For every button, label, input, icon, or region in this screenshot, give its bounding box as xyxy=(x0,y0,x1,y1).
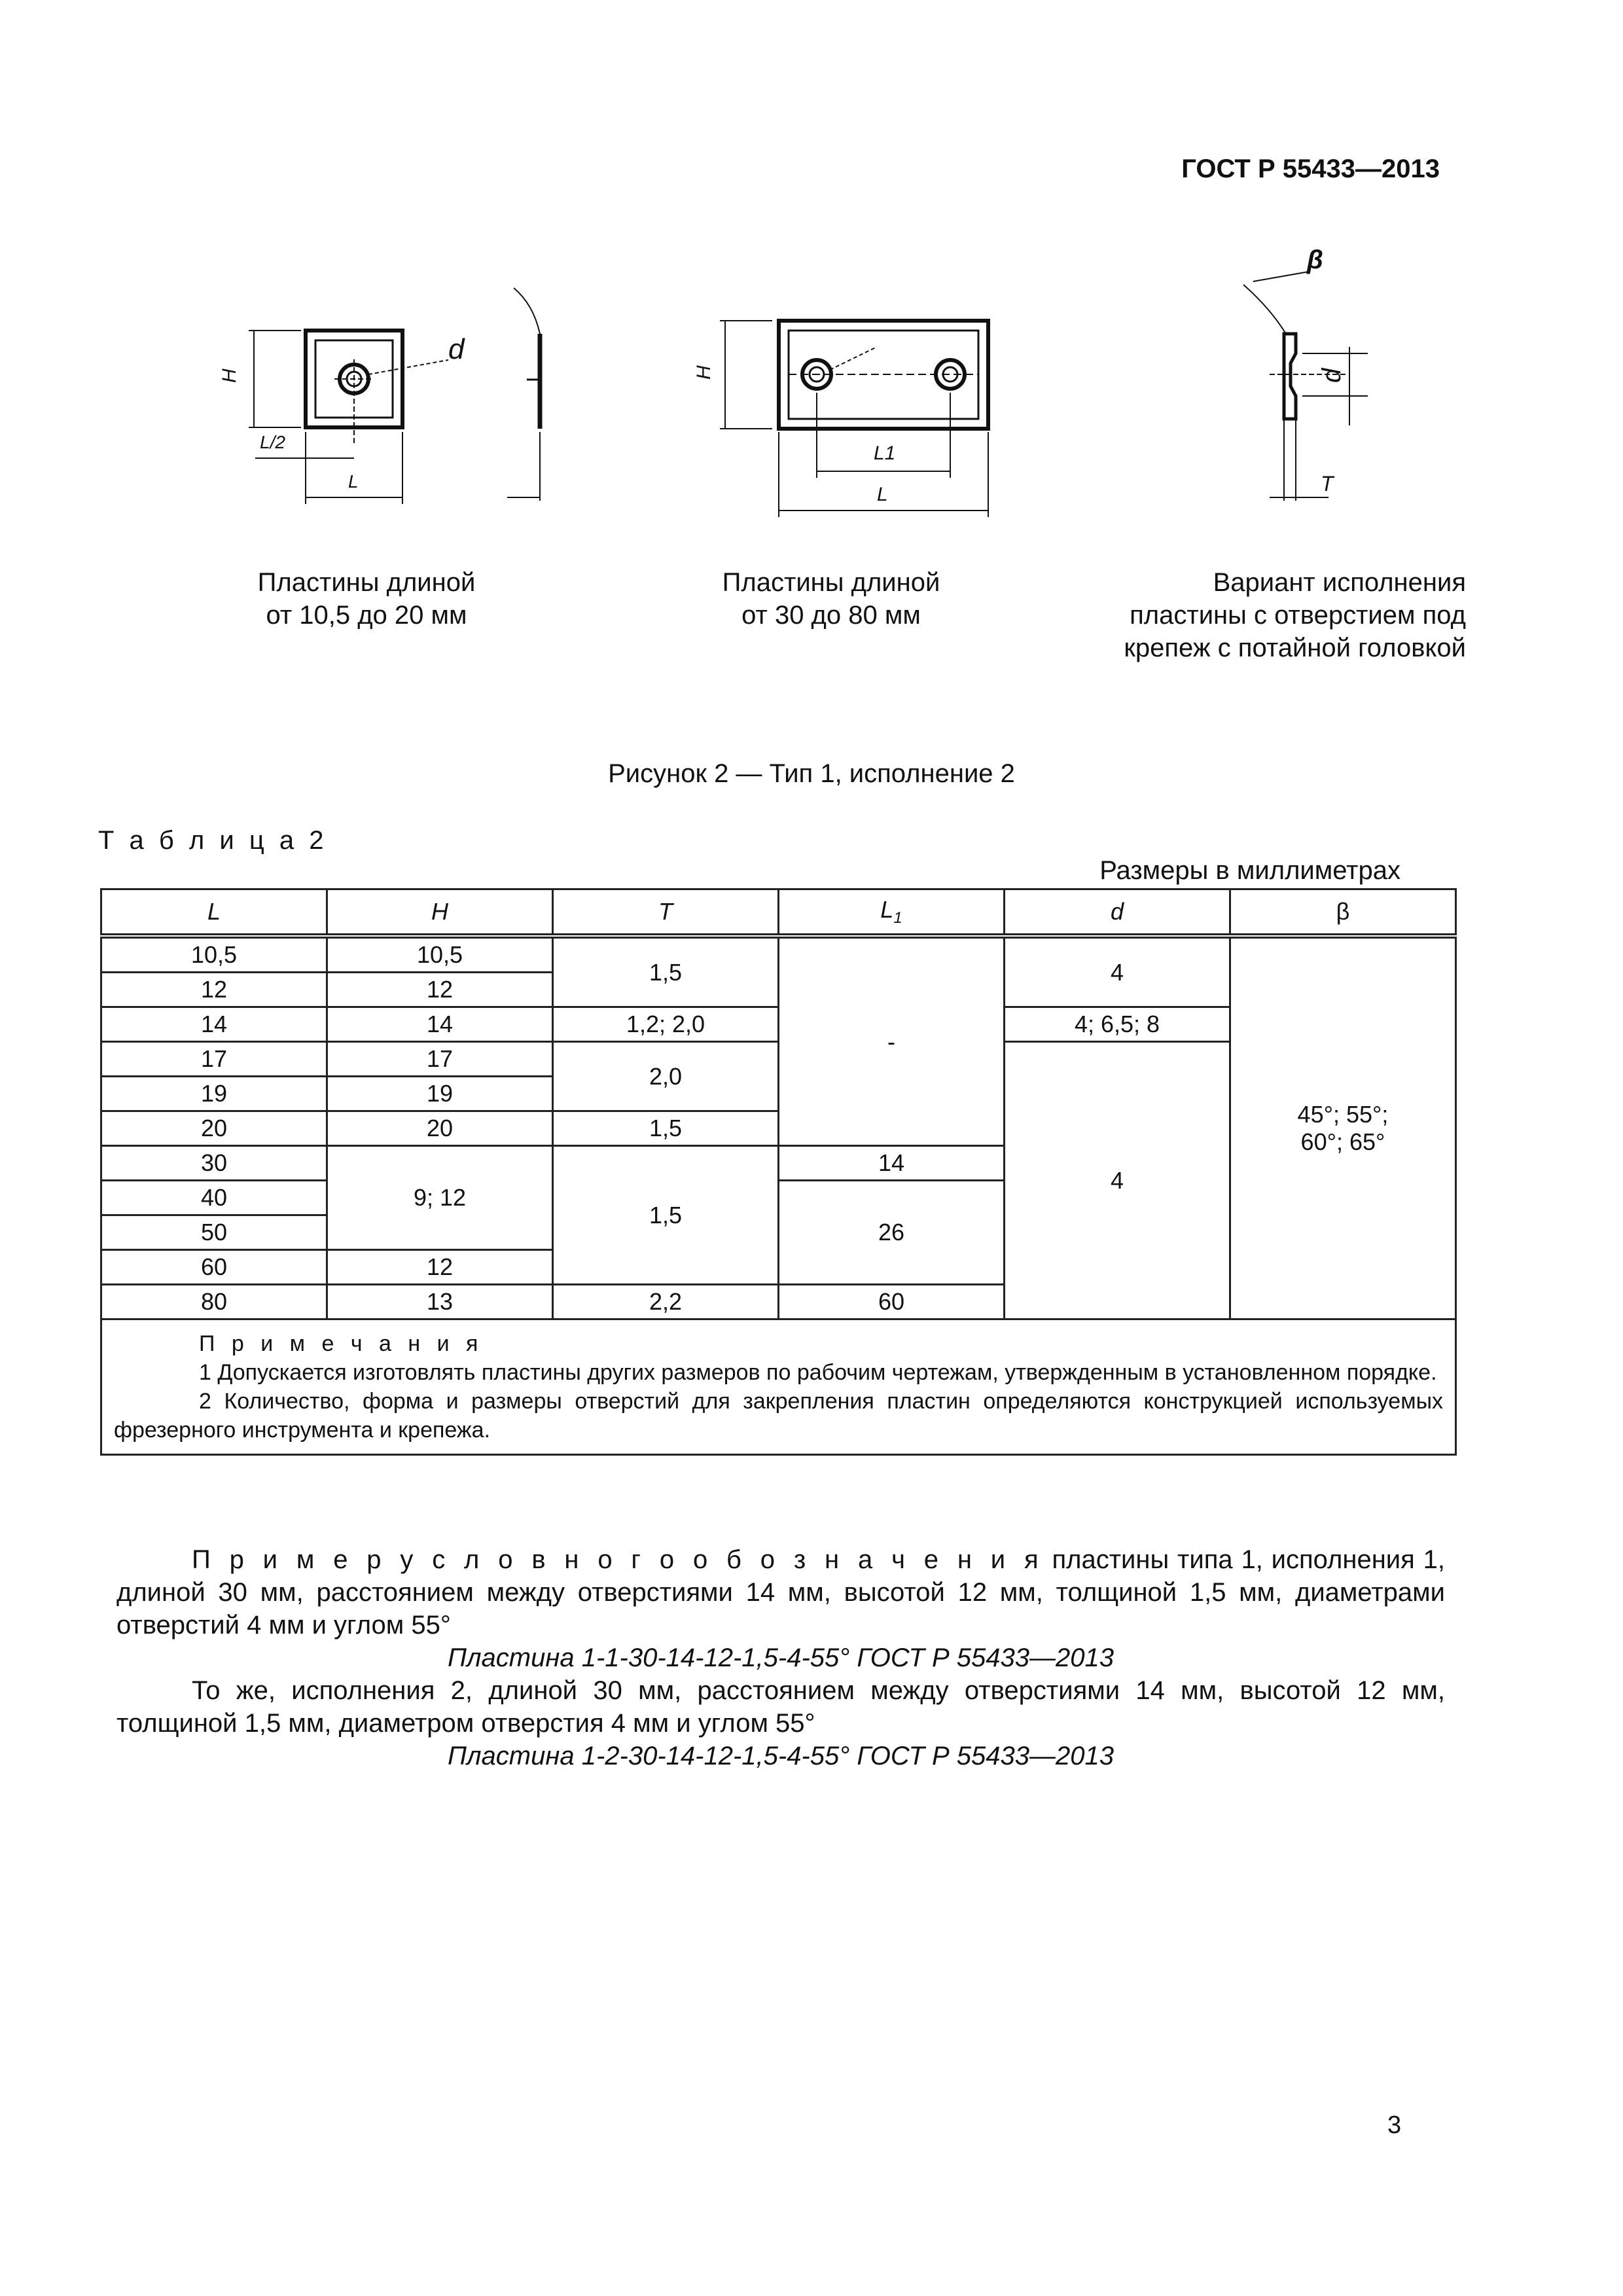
cell-d: 4; 6,5; 8 xyxy=(1005,1007,1230,1042)
cell-H: 19 xyxy=(327,1077,553,1111)
label-T: T xyxy=(1321,472,1334,495)
cell-T: 1,5 xyxy=(553,936,779,1007)
cell-L: 80 xyxy=(101,1285,327,1319)
cell-T: 1,2; 2,0 xyxy=(553,1007,779,1042)
figure-caption-small xyxy=(196,566,537,632)
caption-line: от 30 до 80 мм xyxy=(741,601,921,630)
figure-caption-variant xyxy=(1041,566,1466,664)
beta-line: 45°; 55°; xyxy=(1297,1101,1389,1128)
cell-L: 14 xyxy=(101,1007,327,1042)
example-intro-spaced: П р и м е р у с л о в н о г о о б о з н а ч е н и я xyxy=(192,1545,1044,1574)
cell-L: 19 xyxy=(101,1077,327,1111)
label-L-2: L xyxy=(877,484,888,505)
label-d-2: d xyxy=(1317,368,1346,383)
standard-number: ГОСТ Р 55433—2013 xyxy=(1181,154,1440,183)
cell-T: 1,5 xyxy=(553,1146,779,1285)
drawing-small-plate xyxy=(249,288,540,504)
example-intro-rest: пластины типа 1, исполнения 1, длиной 30 мм, расстоянием между отверстиями 14 мм, высотой 12 мм, толщиной 1,5 мм, диаметрами отверстий 4 мм и углом 55° xyxy=(116,1545,1445,1640)
cell-L: 10,5 xyxy=(101,936,327,973)
caption-line: Пластины длиной xyxy=(722,568,940,597)
cell-L1: 60 xyxy=(779,1285,1005,1319)
cell-L: 60 xyxy=(101,1250,327,1285)
label-beta: β xyxy=(1307,245,1323,274)
cell-L1: - xyxy=(779,936,1005,1146)
designation-1: Пластина 1-1-30-14-12-1,5-4-55° ГОСТ Р 55433—2013 xyxy=(447,1643,1115,1672)
cell-H: 10,5 xyxy=(327,936,553,973)
drawing-long-plate xyxy=(720,321,988,517)
note-item: 2 Количество, форма и размеры отверстий для закрепления пластин определяются конструкцией используемых фрезерного инструмента и крепежа. xyxy=(114,1389,1443,1443)
beta-line: 60°; 65° xyxy=(1300,1128,1385,1155)
cell-beta xyxy=(1230,936,1456,1319)
note-item: 1 Допускается изготовлять пластины других размеров по рабочим чертежам, утвержденным в установленном порядке. xyxy=(199,1360,1437,1385)
cell-H: 20 xyxy=(327,1111,553,1146)
drawing-countersunk-variant xyxy=(1243,272,1368,501)
header-T: T xyxy=(553,889,779,937)
table-notes xyxy=(101,1319,1456,1455)
caption-line: Пластины длиной xyxy=(257,568,476,597)
label-L-1: L xyxy=(348,471,359,492)
figure-caption-long xyxy=(661,566,1001,632)
cell-H: 12 xyxy=(327,1250,553,1285)
same-paragraph: То же, исполнения 2, длиной 30 мм, расстоянием между отверстиями 14 мм, высотой 12 мм, толщиной 1,5 мм, диаметром отверстия 4 мм и углом 55° xyxy=(116,1676,1445,1738)
cell-T: 1,5 xyxy=(553,1111,779,1146)
cell-d: 4 xyxy=(1005,1042,1230,1319)
label-H-2: H xyxy=(693,365,715,380)
cell-H: 9; 12 xyxy=(327,1146,553,1250)
example-paragraph xyxy=(116,1543,1445,1641)
cell-d: 4 xyxy=(1005,936,1230,1007)
page-number: 3 xyxy=(1387,2111,1402,2139)
notes-title: П р и м е ч а н и я xyxy=(199,1331,484,1356)
label-L1: L1 xyxy=(874,442,896,464)
label-H-1: H xyxy=(219,368,240,383)
caption-line: пластины с отверстием под xyxy=(1130,601,1466,630)
cell-L: 17 xyxy=(101,1042,327,1077)
cell-L: 30 xyxy=(101,1146,327,1181)
designation-2: Пластина 1-2-30-14-12-1,5-4-55° ГОСТ Р 55433—2013 xyxy=(447,1742,1115,1770)
cell-T: 2,2 xyxy=(553,1285,779,1319)
caption-line: Вариант исполнения xyxy=(1213,568,1466,597)
cell-L1: 26 xyxy=(779,1181,1005,1285)
cell-H: 17 xyxy=(327,1042,553,1077)
header-d: d xyxy=(1005,889,1230,937)
cell-H: 14 xyxy=(327,1007,553,1042)
cell-L: 20 xyxy=(101,1111,327,1146)
header-beta: β xyxy=(1230,889,1456,937)
header-H: H xyxy=(327,889,553,937)
cell-H: 13 xyxy=(327,1285,553,1319)
label-d-1: d xyxy=(448,333,465,365)
caption-line: от 10,5 до 20 мм xyxy=(266,601,467,630)
cell-T: 2,0 xyxy=(553,1042,779,1111)
cell-L: 12 xyxy=(101,973,327,1007)
table-units: Размеры в миллиметрах xyxy=(1099,856,1400,885)
header-L1-sub: 1 xyxy=(893,909,902,927)
dimensions-table xyxy=(100,888,1457,1456)
cell-H: 12 xyxy=(327,973,553,1007)
cell-L: 40 xyxy=(101,1181,327,1215)
label-L-half: L/2 xyxy=(260,432,285,452)
header-L: L xyxy=(101,889,327,937)
header-L1: $L_1$ xyxy=(779,889,1005,937)
caption-line: крепеж с потайной головкой xyxy=(1124,634,1466,662)
cell-L1: 14 xyxy=(779,1146,1005,1181)
figure-drawings xyxy=(196,242,1505,543)
figure-title: Рисунок 2 — Тип 1, исполнение 2 xyxy=(608,759,1015,788)
table-label: Т а б л и ц а 2 xyxy=(98,826,328,855)
cell-L: 50 xyxy=(101,1215,327,1250)
